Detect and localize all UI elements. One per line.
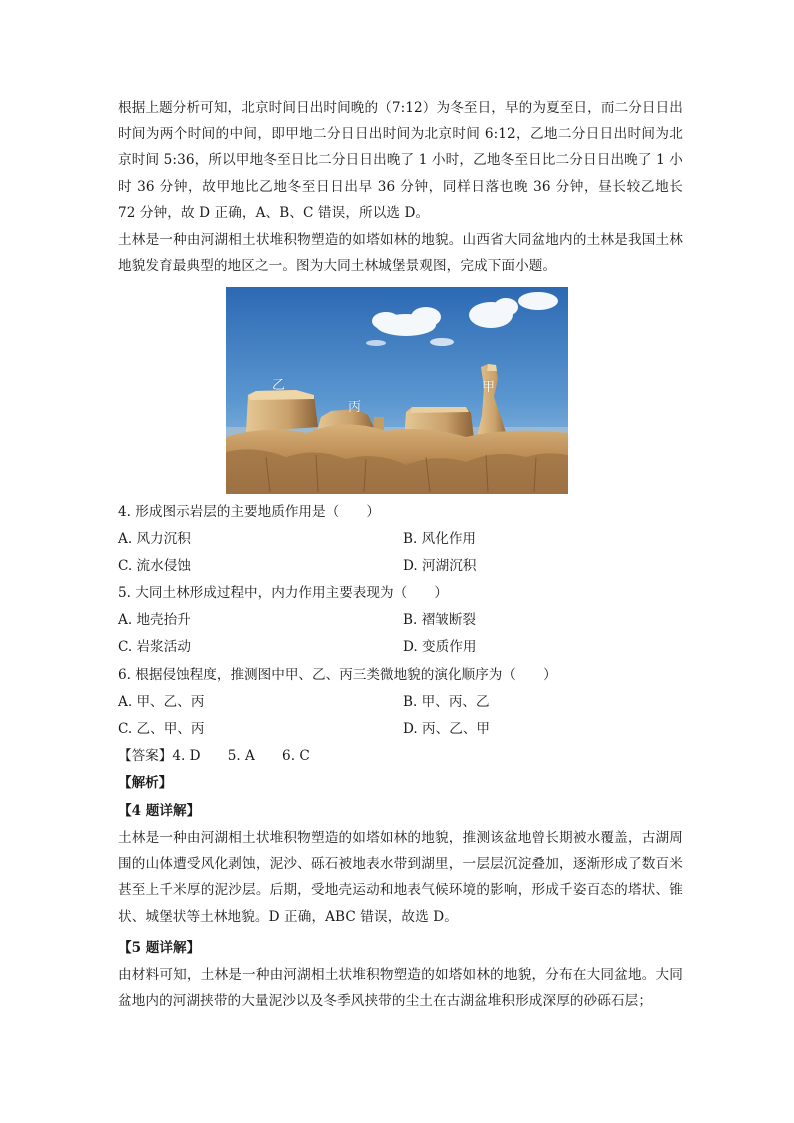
q5-option-a: A. 地壳抬升 — [118, 612, 191, 628]
tulin-castle-photo — [226, 287, 568, 494]
q5-option-b: B. 褶皱断裂 — [403, 612, 477, 628]
detail-5-heading: 【5 题详解】 — [118, 940, 201, 956]
question-6-stem: 6. 根据侵蚀程度，推测图中甲、乙、丙三类微地貌的演化顺序为（ ） — [118, 667, 557, 683]
question-5-stem: 5. 大同土林形成过程中，内力作用主要表现为（ ） — [118, 585, 448, 601]
q6-option-a: A. 甲、乙、丙 — [118, 694, 205, 710]
answer-line: 【答案】4. D 5. A 6. C — [118, 748, 310, 764]
material-paragraph: 土林是一种由河湖相土状堆积物塑造的如塔如林的地貌。山西省大同盆地内的土林是我国土林地貌发育最典型的地区之一。图为大同土林城堡景观图，完成下面小题。 — [118, 232, 683, 275]
photo-label-bing: 丙 — [348, 400, 362, 415]
intro-paragraph: 根据上题分析可知，北京时间日出时间晚的（7:12）为冬至日，早的为夏至日，而二分日日出时间为两个时间的中间，即甲地二分日日出时间为北京时间 6:12，乙地二分日日出时间为北京时间 5:36，所以甲地冬至日比二分日日出晚了 1 小时，乙地冬至日比二分日日出晚了 1 小时 36 分钟，故甲地比乙地冬至日日出早 36 分钟，同样日落也晚 36 分钟，昼长较乙地长 72 分钟，故 D 正确，A、B、C 错误，所以选 D。 — [118, 100, 683, 221]
q5-option-c: C. 岩浆活动 — [118, 639, 191, 655]
analysis-heading: 【解析】 — [118, 775, 173, 791]
q5-option-d: D. 变质作用 — [403, 639, 477, 655]
q6-option-c: C. 乙、甲、丙 — [118, 721, 205, 737]
q4-option-c: C. 流水侵蚀 — [118, 558, 191, 574]
detail-4-heading: 【4 题详解】 — [118, 803, 201, 819]
detail-5-text: 由材料可知，土林是一种由河湖相土状堆积物塑造的如塔如林的地貌，分布在大同盆地。大同盆地内的河湖挟带的大量泥沙以及冬季风挟带的尘土在古湖盆堆积形成深厚的砂砾石层； — [118, 967, 683, 1010]
q4-option-a: A. 风力沉积 — [118, 531, 191, 547]
detail-4-text: 土林是一种由河湖相土状堆积物塑造的如塔如林的地貌，推测该盆地曾长期被水覆盖，古湖周围的山体遭受风化剥蚀，泥沙、砾石被地表水带到湖里，一层层沉淀叠加，逐渐形成了数百米甚至上千米厚的泥沙层。后期，受地壳运动和地表气候环境的影响，形成千姿百态的塔状、锥状、城堡状等土林地貌。D 正确，ABC 错误，故选 D。 — [118, 830, 683, 925]
q6-option-d: D. 丙、乙、甲 — [403, 721, 491, 737]
question-4-stem: 4. 形成图示岩层的主要地质作用是（ ） — [118, 504, 380, 520]
photo-label-yi: 乙 — [272, 378, 286, 393]
q4-option-d: D. 河湖沉积 — [403, 558, 477, 574]
q6-option-b: B. 甲、丙、乙 — [403, 694, 490, 710]
q4-option-b: B. 风化作用 — [403, 531, 477, 547]
photo-label-jia: 甲 — [482, 380, 496, 395]
